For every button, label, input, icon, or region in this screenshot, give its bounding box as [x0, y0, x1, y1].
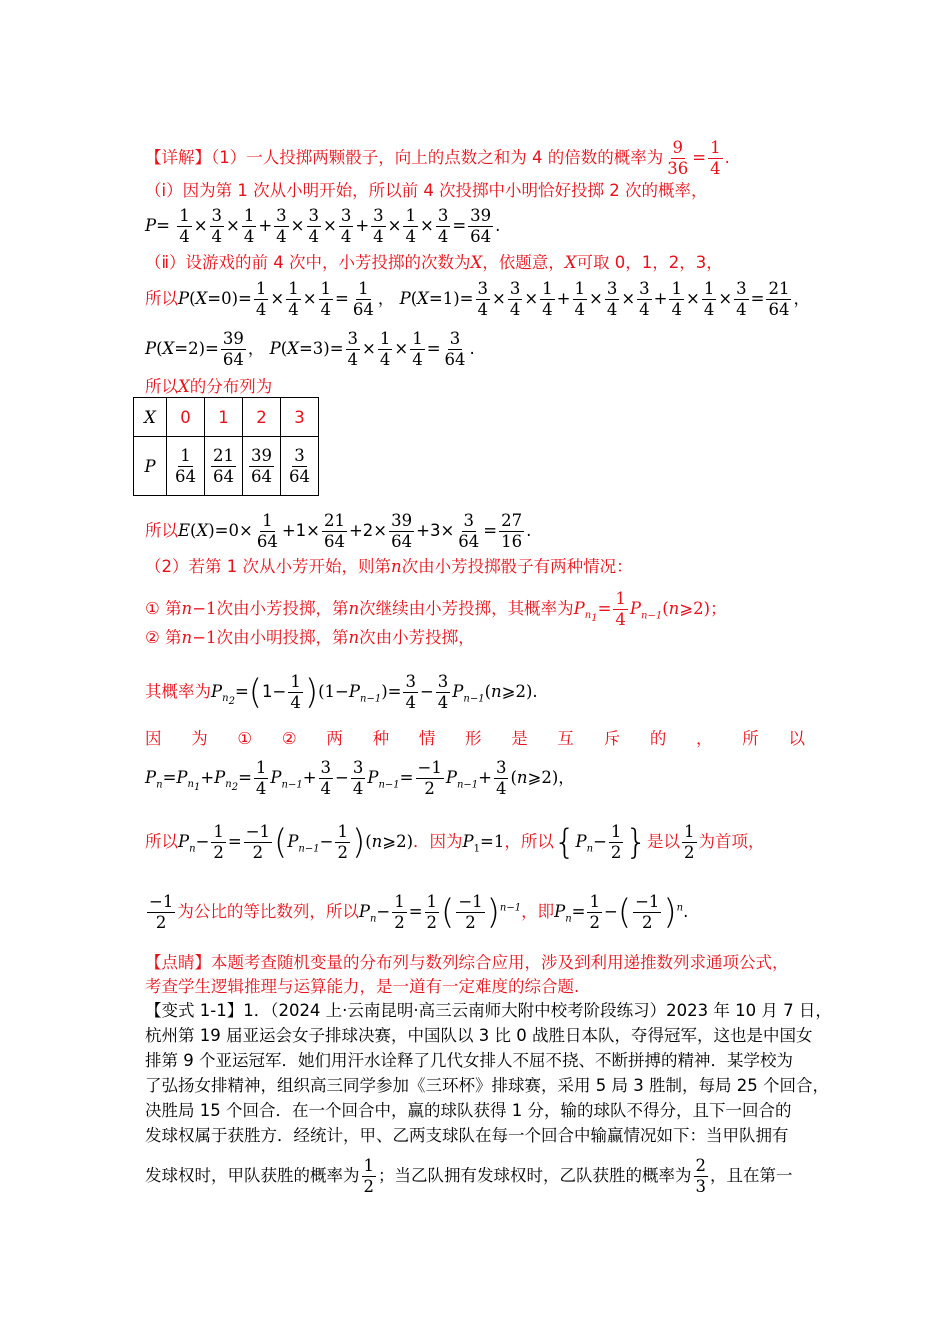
variant-line: 排第 9 个亚运冠军．她们用汗水诠释了几代女排人不屈不挠、不断拼搏的精神．某学校为	[145, 1051, 793, 1070]
sub-question-i: （ⅰ）因为第 1 次从小明开始，所以前 4 次投掷中小明恰好投掷 2 次的概率，	[145, 181, 708, 200]
variant-line: 杭州第 19 届亚运会女子排球决赛，中国队以 3 比 0 战胜日本队，夺得冠军，这也是中国女	[145, 1026, 813, 1045]
comment-tag: 【点睛】	[145, 953, 211, 972]
comment-line-2: 考查学生逻辑推理与运算能力，是一道有一定难度的综合题.	[145, 977, 580, 996]
case-2-probability: 其概率为$P_{n_2}=(1-$ $\frac{1}{4}$ )$(1-P_{n-1})=$ $\frac{3}{4}$ − $\frac{3}{4}$ $P_{n-1}(n⩾2)$.	[145, 672, 538, 713]
because-line: 因 为 ① ② 两 种 情 形 是 互 斥 的 ， 所 以	[145, 729, 805, 748]
geometric-line: $\frac{-1}{2}$ 为公比的等比数列，所以$P_n-$ $\frac{1}{2}$ = $\frac{1}{2}$ ( $\frac{-1}{2}$ )$^{n-1}$，即$P_n=$ $\frac{1}{2}$ −( $\frac{-1}{2}$ )$^n$.	[149, 892, 689, 933]
formula-p-i: P= $\frac{1}{4}$ × $\frac{3}{4}$ × $\frac{1}{4}$ + $\frac{3}{4}$ × $\frac{3}{4}$ × $\frac{3}{4}$ + $\frac{3}{4}$ × $\frac{1}{4}$ × $\frac{3}{4}$ = $\frac{39}{64}$ .	[145, 206, 501, 246]
table-cell: $\frac{39}{64}$	[243, 437, 281, 496]
case-2: ② 第n−1次由小明投掷，第n次由小芳投掷，	[145, 628, 475, 647]
formula-px0-px1: 所以P(X=0)= $\frac{1}{4}$ × $\frac{1}{4}$ × $\frac{1}{4}$ = $\frac{1}{64}$ ， P(X=1)= $\frac{3}{4}$ × $\frac{3}{4}$ × $\frac{1}{4}$ + $\frac{1}{4}$ × $\frac{3}{4}$ × $\frac{3}{4}$ + $\frac{1}{4}$ × $\frac{1}{4}$ × $\frac{3}{4}$ = $\frac{21}{64}$ ，	[145, 279, 810, 319]
comment-line-1: 【点睛】本题考查随机变量的分布列与数列综合应用，涉及到利用递推数列求通项公式，	[145, 953, 789, 972]
table-cell: $\frac{21}{64}$	[205, 437, 243, 496]
table-header-label: X	[134, 398, 167, 437]
table-cell: $\frac{1}{64}$	[167, 437, 205, 496]
formula-px2-px3: P(X=2)= $\frac{39}{64}$ ， P(X=3)= $\frac{3}{4}$ × $\frac{1}{4}$ × $\frac{1}{4}$ = $\frac{3}{64}$ .	[145, 329, 475, 369]
distribution-title: 所以X的分布列为	[145, 377, 273, 396]
case-1: ① 第n−1次由小芳投掷，第n次继续由小芳投掷，其概率为$P_{n_1}=$ $\frac{1}{4}$ $P_{n-1}(n⩾2)$；	[145, 589, 727, 629]
table-header-value: 2	[243, 398, 281, 437]
table-cell: $\frac{3}{64}$	[281, 437, 319, 496]
variant-last-line: 发球权时，甲队获胜的概率为 $\frac{1}{2}$ ；当乙队拥有发球权时，乙队获胜的概率为 $\frac{2}{3}$ ，且在第一	[145, 1156, 793, 1196]
table-header-value: 0	[167, 398, 205, 437]
variant-line: 决胜局 15 个回合．在一个回合中，赢的球队获得 1 分，输的球队不得分，且下一回合的	[145, 1101, 792, 1120]
table-header-value: 3	[281, 398, 319, 437]
distribution-table	[133, 397, 319, 496]
detail-tag: 【详解】	[145, 148, 211, 167]
pn-sum-formula: $P_n=P_{n_1}+P_{n_2}=$ $\frac{1}{4}$ $P_{n-1}+$ $\frac{3}{4}$ − $\frac{3}{4}$ $P_{n-1}=$ $\frac{-1}{2}$ $P_{n-1}+$ $\frac{3}{4}$ (n⩾2)，	[145, 758, 575, 798]
detail-part1: 【详解】（1）一人投掷两颗骰子，向上的点数之和为 4 的倍数的概率为 $\frac{9}{36}$ = $\frac{1}{4}$ .	[145, 138, 730, 178]
recurrence-line: 所以$P_n-$ $\frac{1}{2}$ = $\frac{-1}{2}$ ($P_{n-1}-$ $\frac{1}{2}$ )(n⩾2)．因为$P_1=1$，所以{$P_n-$ $\frac{1}{2}$ }是以 $\frac{1}{2}$ 为首项，	[145, 822, 765, 863]
variant-line: 发球权属于获胜方．经统计，甲、乙两支球队在每一个回合中输赢情况如下：当甲队拥有	[145, 1126, 789, 1145]
sub-question-ii: （ⅱ）设游戏的前 4 次中，小芳投掷的次数为X，依题意，X可取 0，1，2，3，	[145, 253, 723, 272]
variant-line: 了弘扬女排精神，组织高三同学参加《三环杯》排球赛，采用 5 局 3 胜制，每局 25 个回合，	[145, 1076, 829, 1095]
part2-intro: （2）若第 1 次从小芳开始，则第n次由小芳投掷骰子有两种情况：	[145, 557, 633, 576]
variant-line: 【变式 1-1】1．（2024 上·云南昆明·高三云南师大附中校考阶段练习）2023 年 10 月 7 日，	[145, 1001, 832, 1020]
table-header-value: 1	[205, 398, 243, 437]
expectation-formula: 所以E(X)=0× $\frac{1}{64}$ +1× $\frac{21}{64}$ +2× $\frac{39}{64}$ +3× $\frac{3}{64}$ = $\frac{27}{16}$ .	[145, 511, 532, 551]
table-row-label: P	[134, 437, 167, 496]
